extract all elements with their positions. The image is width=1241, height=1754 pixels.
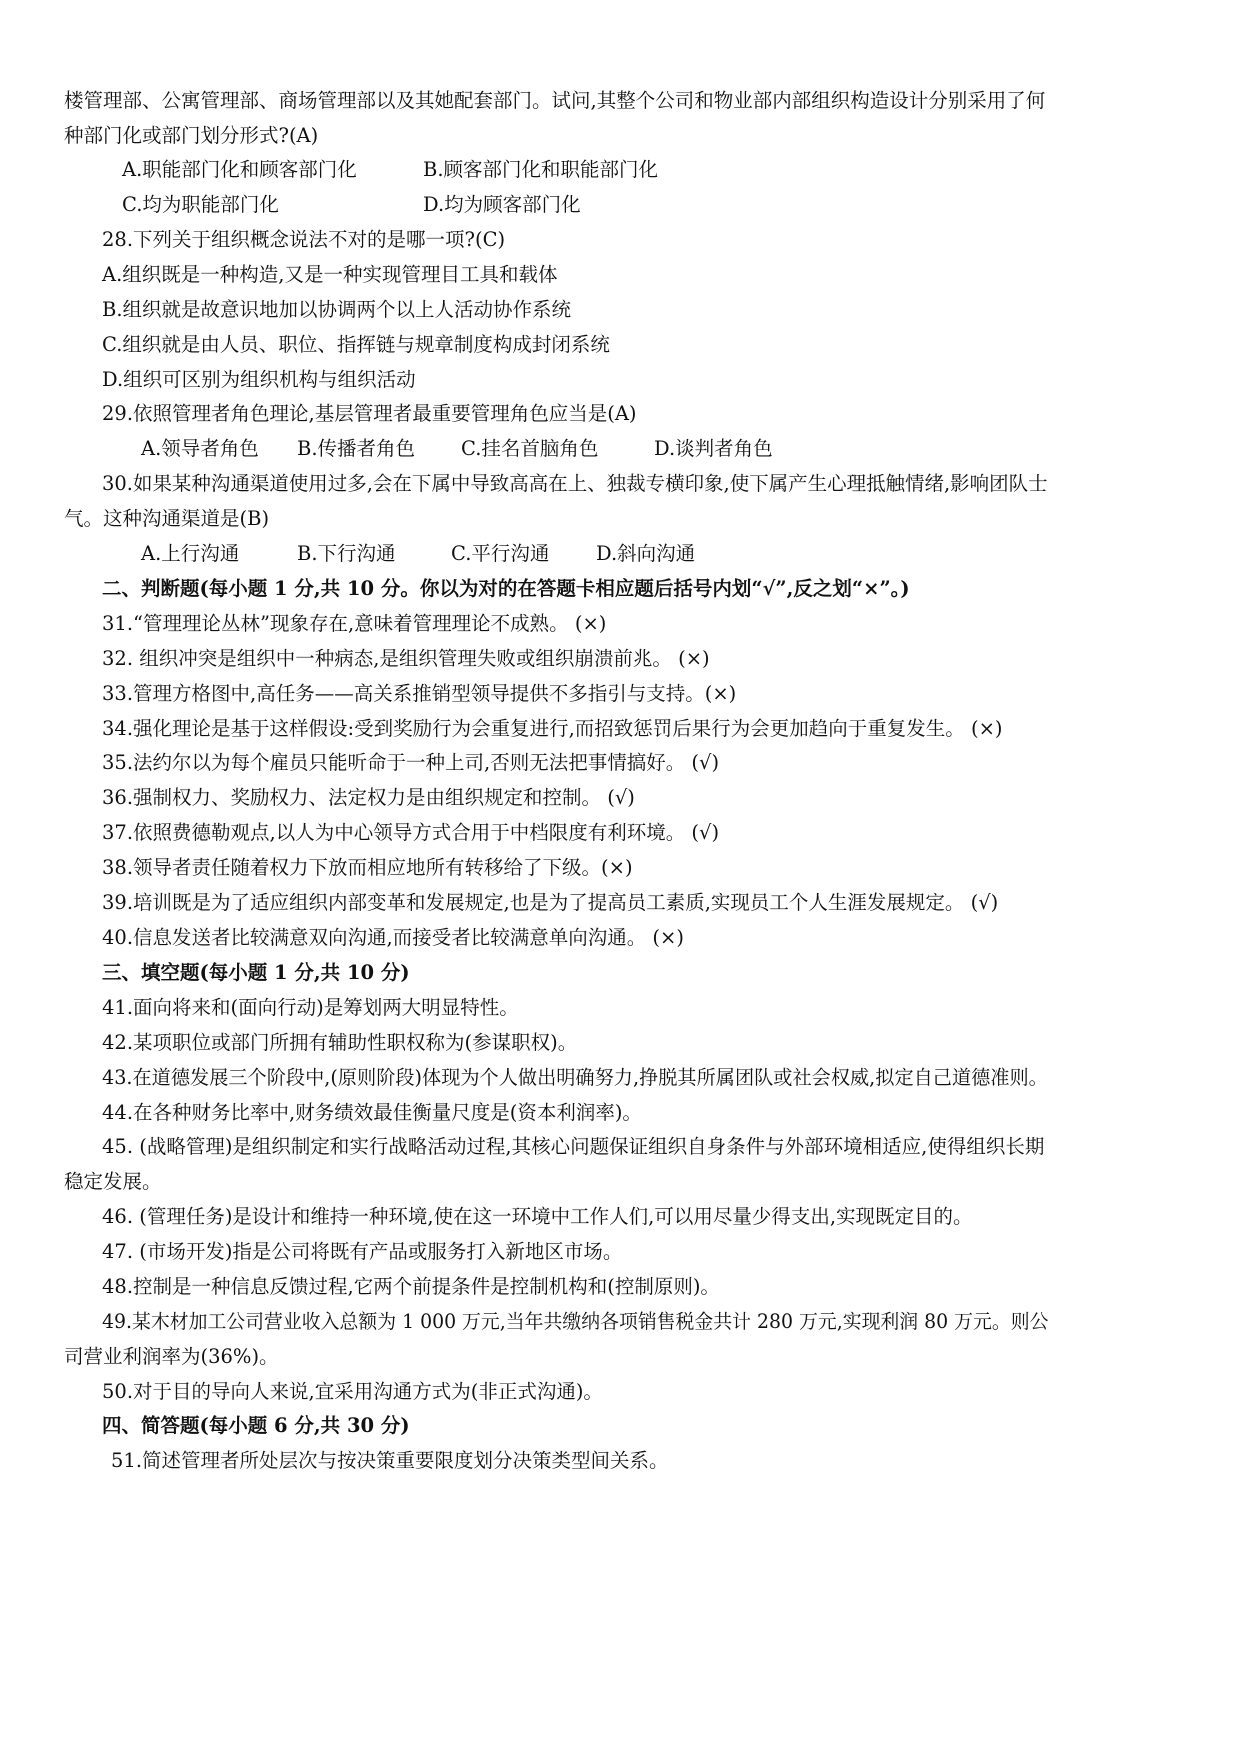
fill-item: 45. (战略管理)是组织制定和实行战略活动过程,其核心问题保证组织自身条件与外部环境相适应,使得组织长期 [102,1135,1045,1158]
tf-item: 31.“管理理论丛林”现象存在,意味着管理理论不成熟。 (×) [102,612,607,635]
tf-item: 32. 组织冲突是组织中一种病态,是组织管理失败或组织崩溃前兆。 (×) [102,647,710,670]
tf-item: 37.依照费德勒观点,以人为中心领导方式合用于中档限度有利环境。 (√) [102,821,720,844]
tf-item: 36.强制权力、奖励权力、法定权力是由组织规定和控制。 (√) [102,786,635,809]
q30-stem-line2: 气。这种沟通渠道是(B) [64,507,270,530]
q27-option-c: C.均为职能部门化 [122,193,279,216]
fill-item: 49.某木材加工公司营业收入总额为 1 000 万元,当年共缴纳各项销售税金共计 280 万元,实现利润 80 万元。则公 [102,1310,1049,1333]
section2-heading: 二、判断题(每小题 1 分,共 10 分。你以为对的在答题卡相应题后括号内划“√”,反之划“×”。) [102,577,910,600]
q29-option-c: C.挂名首脑角色 [461,437,599,460]
q28-option-c: C.组织就是由人员、职位、指挥链与规章制度构成封闭系统 [102,333,610,356]
fill-item: 46. (管理任务)是设计和维持一种环境,使在这一环境中工作人们,可以用尽量少得支出,实现既定目的。 [102,1205,973,1228]
q28-stem: 28.下列关于组织概念说法不对的是哪一项?(C) [102,228,506,251]
q30-option-d: D.斜向沟通 [596,542,696,565]
q29-option-a: A.领导者角色 [141,437,259,460]
fill-item: 43.在道德发展三个阶段中,(原则阶段)体现为个人做出明确努力,挣脱其所属团队或社会权威,拟定自己道德准则。 [102,1066,1048,1089]
section4-heading: 四、简答题(每小题 6 分,共 30 分) [102,1414,410,1437]
q28-option-b: B.组织就是故意识地加以协调两个以上人活动协作系统 [102,298,572,321]
q27-option-b: B.顾客部门化和职能部门化 [423,158,659,181]
fill-item: 50.对于目的导向人来说,宜采用沟通方式为(非正式沟通)。 [102,1380,603,1403]
q30-stem-line1: 30.如果某种沟通渠道使用过多,会在下属中导致高高在上、独裁专横印象,使下属产生心理抵触情绪,影响团队士 [102,472,1048,495]
q30-option-c: C.平行沟通 [451,542,550,565]
fill-item: 42.某项职位或部门所拥有辅助性职权称为(参谋职权)。 [102,1031,578,1054]
q28-option-a: A.组织既是一种构造,又是一种实现管理目工具和载体 [102,263,558,286]
tf-item: 39.培训既是为了适应组织内部变革和发展规定,也是为了提高员工素质,实现员工个人生涯发展规定。 (√) [102,891,999,914]
fill-item: 47. (市场开发)指是公司将既有产品或服务打入新地区市场。 [102,1240,623,1263]
q27-option-a: A.职能部门化和顾客部门化 [122,158,357,181]
q30-option-b: B.下行沟通 [297,542,396,565]
fill-item-continued: 司营业利润率为(36%)。 [64,1345,279,1368]
q29-option-d: D.谈判者角色 [654,437,773,460]
tf-item: 35.法约尔以为每个雇员只能听命于一种上司,否则无法把事情搞好。 (√) [102,751,720,774]
q29-stem: 29.依照管理者角色理论,基层管理者最重要管理角色应当是(A) [102,402,637,425]
tf-item: 33.管理方格图中,高任务——高关系推销型领导提供不多指引与支持。(×) [102,682,737,705]
q28-option-d: D.组织可区别为组织机构与组织活动 [102,368,416,391]
tf-item: 34.强化理论是基于这样假设:受到奖励行为会重复进行,而招致惩罚后果行为会更加趋向于重复发生。 (×) [102,717,1003,740]
fill-item-continued: 稳定发展。 [64,1170,162,1193]
tf-item: 40.信息发送者比较满意双向沟通,而接受者比较满意单向沟通。 (×) [102,926,684,949]
fill-item: 44.在各种财务比率中,财务绩效最佳衡量尺度是(资本利润率)。 [102,1101,642,1124]
q30-option-a: A.上行沟通 [141,542,240,565]
q27-stem-line2: 种部门化或部门划分形式?(A) [64,124,319,147]
fill-item: 48.控制是一种信息反馈过程,它两个前提条件是控制机构和(控制原则)。 [102,1275,720,1298]
fill-item: 41.面向将来和(面向行动)是筹划两大明显特性。 [102,996,519,1019]
tf-item: 38.领导者责任随着权力下放而相应地所有转移给了下级。(×) [102,856,633,879]
q27-option-d: D.均为顾客部门化 [423,193,581,216]
section3-heading: 三、填空题(每小题 1 分,共 10 分) [102,961,410,984]
q29-option-b: B.传播者角色 [297,437,416,460]
q27-stem-line1: 楼管理部、公寓管理部、商场管理部以及其她配套部门。试问,其整个公司和物业部内部组织构造设计分别采用了何 [64,89,1046,112]
short-answer-item: 51.简述管理者所处层次与按决策重要限度划分决策类型间关系。 [111,1449,669,1472]
